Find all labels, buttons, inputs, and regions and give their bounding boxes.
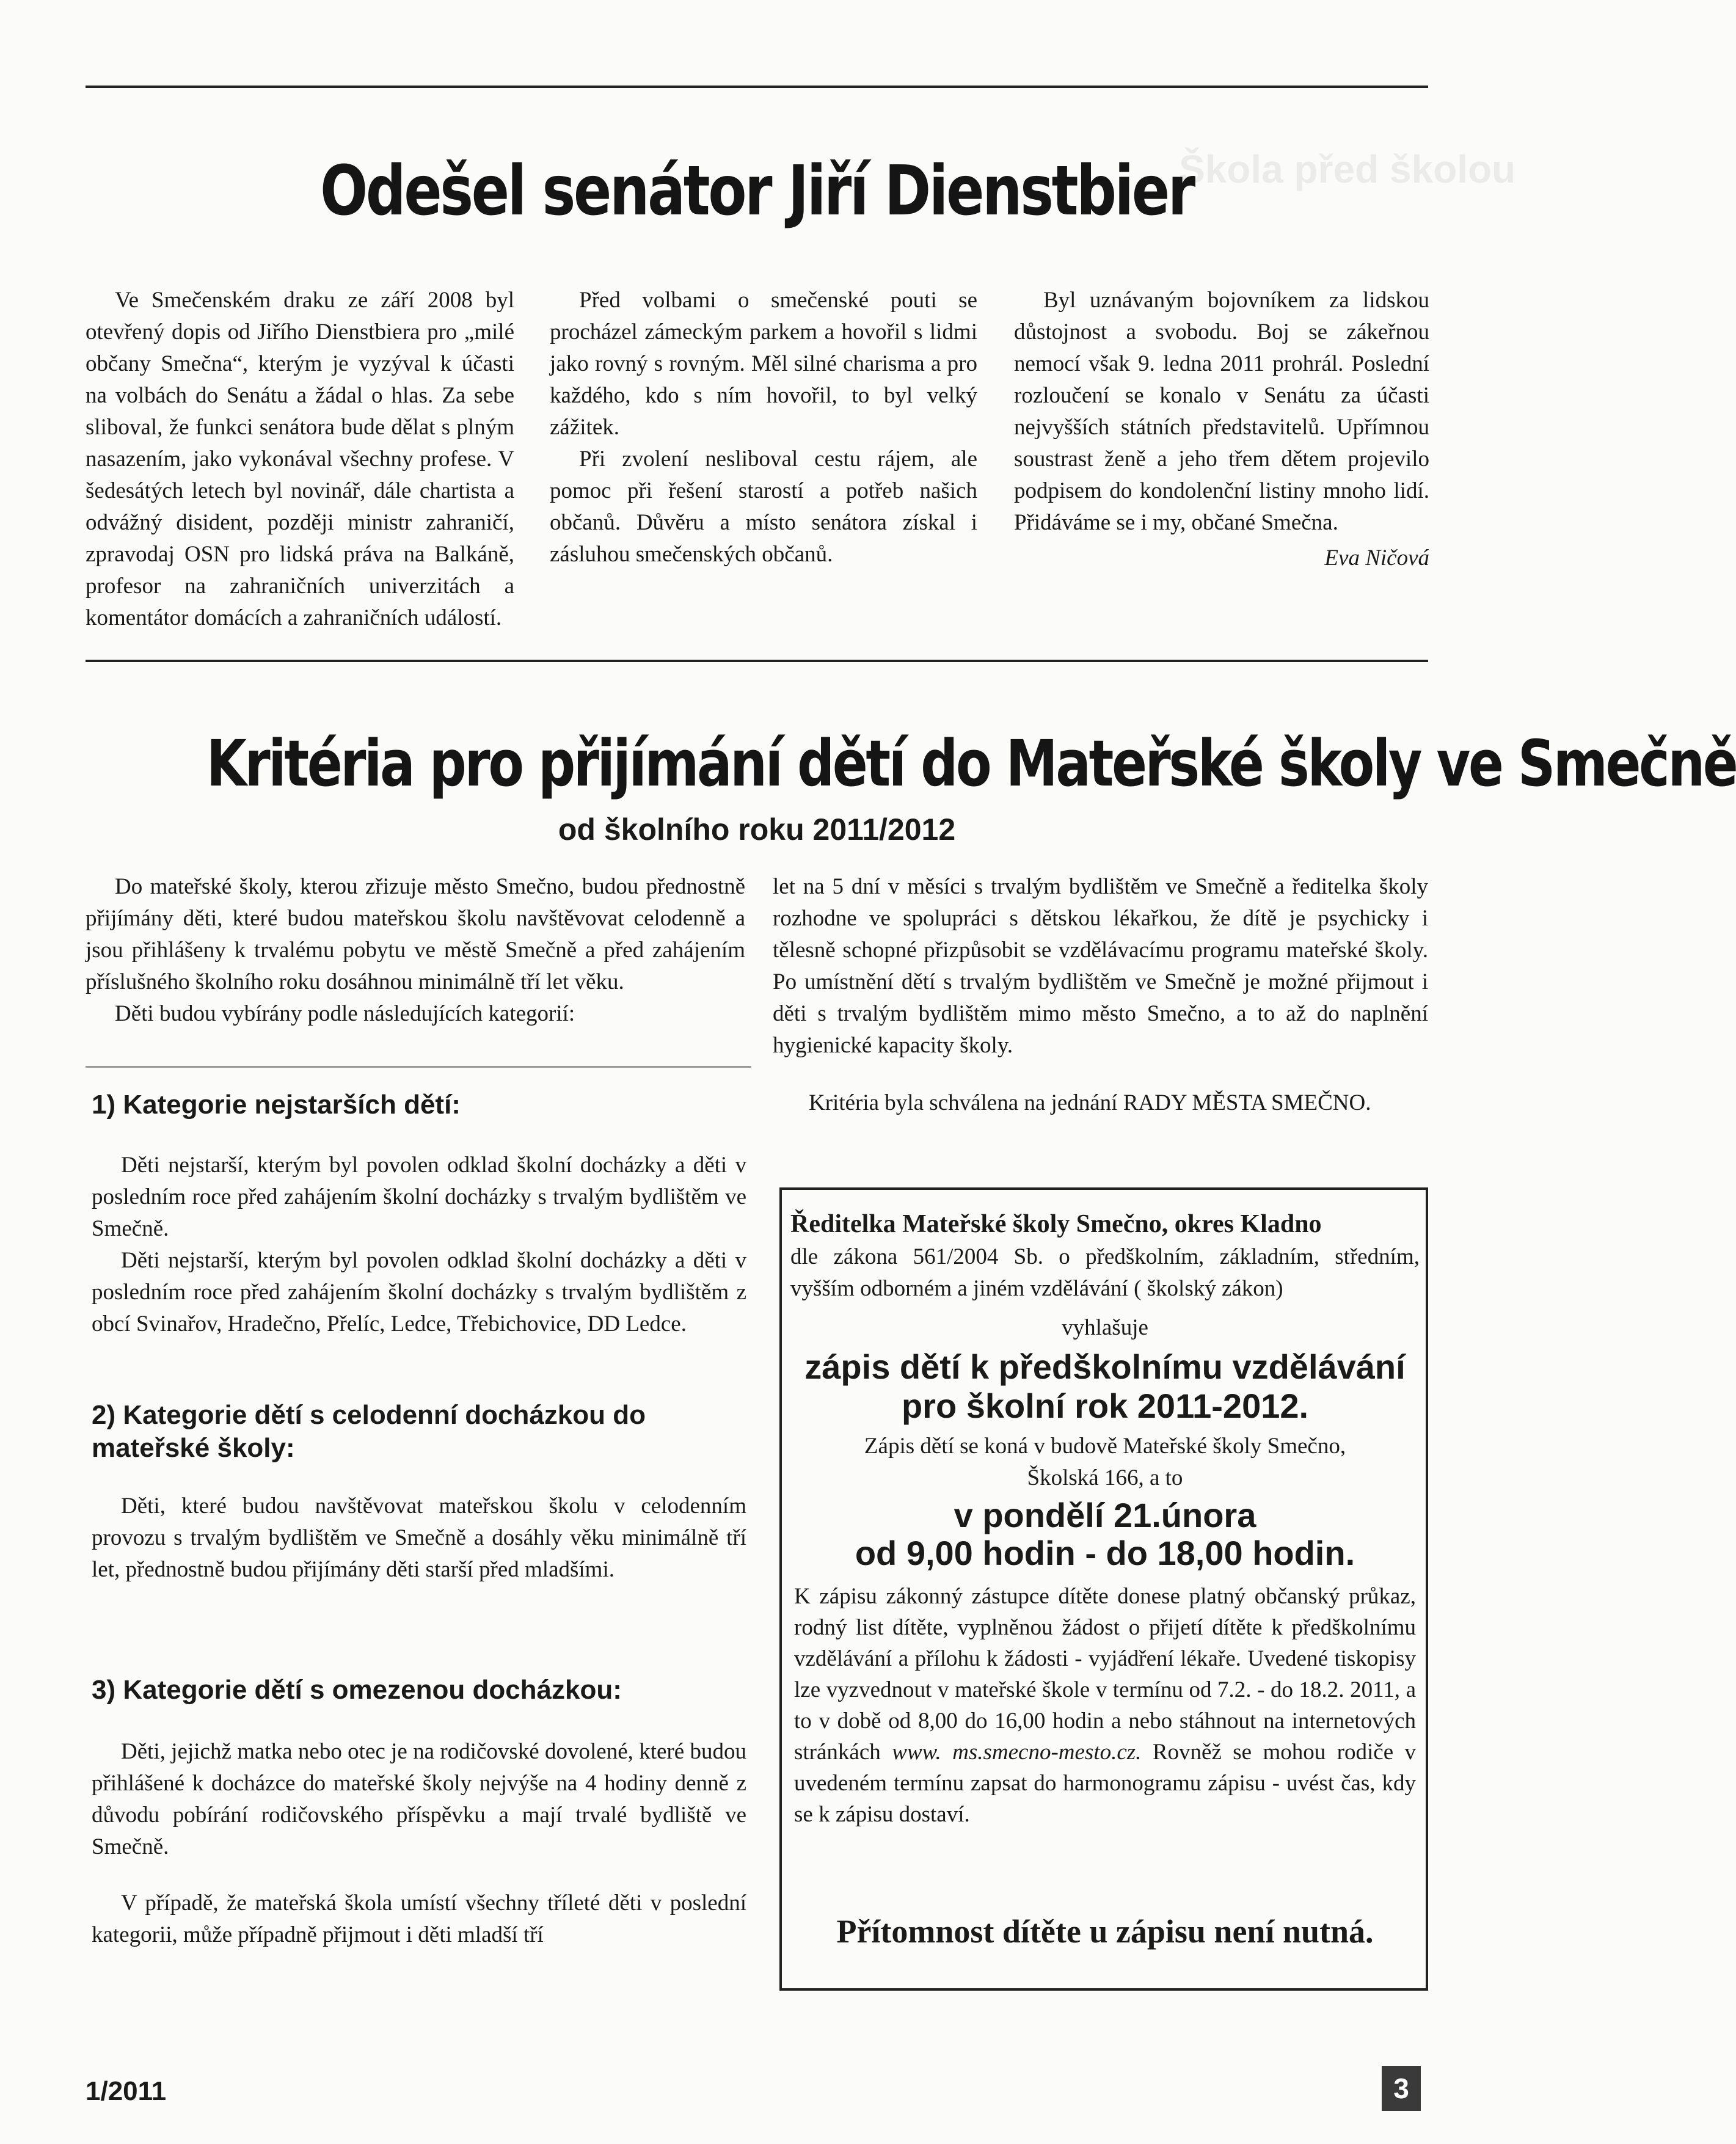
notice-law: dle zákona 561/2004 Sb. o předškolním, základním, středním, vyšším odborném a jiném vzdělávání ( školský zákon) <box>790 1244 1420 1301</box>
notice-details-text: K zápisu zákonný zástupce dítěte donese platný občanský průkaz, rodný list dítěte, vyplněnou žádost o přijetí dítěte k předškolnímu vzdělávání a přílohu k žádosti - vyjádření lékaře. Uvedené tiskopisy lze vyzvednout v mateřské škole v termínu od 7.2. - do 18.2. 2011, a to v době od 8,00 do 16,00 hodin a nebo stáhnout na internetových stránkách <box>794 1584 1416 1765</box>
category-3-paragraph-2: V případě, že mateřská škola umístí všechny tříleté děti v poslední kategorii, může případně přijmout i děti mladší tří <box>92 1891 746 1947</box>
notice-place-2: Školská 166, a to <box>1027 1465 1183 1490</box>
notice-announces: vyhlašuje <box>1062 1315 1148 1340</box>
article2-subtitle: od školního roku 2011/2012 <box>558 812 956 847</box>
notice-headline-2: pro školní rok 2011-2012. <box>901 1387 1309 1425</box>
category-3-heading: 3) Kategorie dětí s omezenou docházkou: <box>92 1675 622 1705</box>
article2-intro-paragraph: Do mateřské školy, kterou zřizuje město Smečno, budou přednostně přijímány děti, které budou mateřskou školu navštěvovat celodenně a jsou přihlášeny k trvalému pobytu ve městě Smečně a před zahájením příslušného školního roku dosáhnou minimálně tří let věku. <box>86 874 745 994</box>
notice-details <box>794 1581 1416 1830</box>
notice-headline-1: zápis dětí k předškolnímu vzdělávání <box>804 1347 1406 1386</box>
show-through-text: Škola před školou <box>1179 147 1516 191</box>
article1-paragraph-3: Při zvolení nesliboval cestu rájem, ale pomoc při řešení starostí a potřeb našich občanů. Důvěru a místo senátora získal i zásluhou smečenských občanů. <box>550 447 977 567</box>
approval-text: Kritéria byla schválena na jednání RADY MĚSTA SMEČNO. <box>809 1090 1371 1115</box>
category-3-text <box>92 1736 746 1951</box>
notice-place-1: Zápis dětí se koná v budově Mateřské školy Smečno, <box>864 1434 1346 1459</box>
notice-time: od 9,00 hodin - do 18,00 hodin. <box>855 1534 1355 1572</box>
notice-date: v pondělí 21.února <box>954 1496 1256 1534</box>
article2-intro-left <box>86 871 745 1030</box>
article1-col2 <box>550 285 977 571</box>
category-1-paragraph-2: Děti nejstarší, kterým byl povolen odklad školní docházky a děti v posledním roce před zahájením školní docházky s trvalým bydlištěm z obcí Svinařov, Hradečno, Přelíc, Ledce, Třebichovice, DD Ledce. <box>92 1248 746 1336</box>
category-divider <box>86 1066 751 1068</box>
article1-col1 <box>86 285 514 630</box>
notice-header: Ředitelka Mateřské školy Smečno, okres Kladno <box>790 1210 1322 1238</box>
article1-col3 <box>1014 285 1429 574</box>
article1-paragraph-4: Byl uznávaným bojovníkem za lidskou důstojnost a svobodu. Boj se zákeřnou nemocí však 9. ledna 2011 prohrál. Poslední rozloučení se konalo v Senátu za účasti nejvyšších státních představitelů. Upřímnou soustrast ženě a jeho třem dětem projevilo podpisem do kondolenční listiny mnoho lidí. Přidáváme se i my, občané Smečna. <box>1014 288 1429 535</box>
article2-intro-categories: Děti budou vybírány podle následujících kategorií: <box>115 1001 575 1026</box>
category-2-paragraph-1: Děti, které budou navštěvovat mateřskou školu v celodenním provozu s trvalým bydlištěm ve Smečně a dosáhly věku minimálně tří let, přednostně budou přijímány děti starší před mladšími. <box>92 1493 746 1582</box>
category-1-text <box>92 1150 746 1340</box>
article1-paragraph-1: Ve Smečenském draku ze září 2008 byl otevřený dopis od Jiřího Dienstbiera pro „milé občany Smečna“, kterým je vyzýval k účasti na volbách do Senátu a žádal o hlas. Za sebe sliboval, že funkci senátora bude dělat s plným nasazením, jako vykonával všechny profese. V šedesátých letech byl novinář, dále chartista a odvážný disident, později ministr zahraničí, zpravodaj OSN pro lidská práva na Balkáně, profesor na zahraničních univerzitách a komentátor domácích a zahraničních událostí. <box>86 288 514 630</box>
notice-website-link[interactable]: www. ms.smecno-mesto.cz. <box>892 1740 1142 1765</box>
notice-footer: Přítomnost dítěte u zápisu není nutná. <box>836 1913 1374 1950</box>
page-number: 3 <box>1382 2066 1421 2111</box>
article2-title: Kritéria pro přijímání dětí do Mateřské školy ve Smečně <box>206 726 1736 801</box>
top-rule <box>86 86 1428 88</box>
article2-intro-right <box>773 871 1428 1062</box>
article1-title: Odešel senátor Jiří Dienstbier <box>320 151 1194 231</box>
section-rule <box>86 660 1428 662</box>
article1-author: Eva Ničová <box>1324 545 1429 571</box>
category-1-heading: 1) Kategorie nejstarších dětí: <box>92 1090 461 1120</box>
category-2-text <box>92 1490 746 1586</box>
issue-number: 1/2011 <box>86 2076 167 2106</box>
notice-details-end: Rovněž se mohou rodiče v uvedeném termínu zapsat do harmonogramu zápisu - uvést čas, kdy se k zápisu dostaví. <box>794 1740 1417 1827</box>
category-1-paragraph-1: Děti nejstarší, kterým byl povolen odklad školní docházky a děti v posledním roce před zahájením školní docházky s trvalým bydlištěm ve Smečně. <box>92 1153 746 1241</box>
category-3-paragraph-1: Děti, jejichž matka nebo otec je na rodičovské dovolené, které budou přihlášené k docházce do mateřské školy nejvýše na 4 hodiny denně z důvodu pobírání rodičovského příspěvku a mají trvalé bydliště ve Smečně. <box>92 1739 746 1859</box>
category-2-heading: 2) Kategorie dětí s celodenní docházkou do mateřské školy: <box>92 1400 646 1463</box>
article2-intro-continued: let na 5 dní v měsíci s trvalým bydlištěm ve Smečně a ředitelka školy rozhodne ve spolupráci s dětskou lékařkou, že dítě je psychicky i tělesně schopné přizpůsobit se vzdělávacímu programu mateřské školy. Po umístnění dětí s trvalým bydlištěm ve Smečně je možné přijmout i děti s trvalým bydlištěm mimo město Smečno, a to až do naplnění hygienické kapacity školy. <box>773 874 1428 1058</box>
article1-paragraph-2: Před volbami o smečenské pouti se procházel zámeckým parkem a hovořil s lidmi jako rovný s rovným. Měl silné charisma a pro každého, kdo s ním hovořil, to byl velký zážitek. <box>550 288 977 440</box>
approval-note <box>779 1087 1428 1119</box>
